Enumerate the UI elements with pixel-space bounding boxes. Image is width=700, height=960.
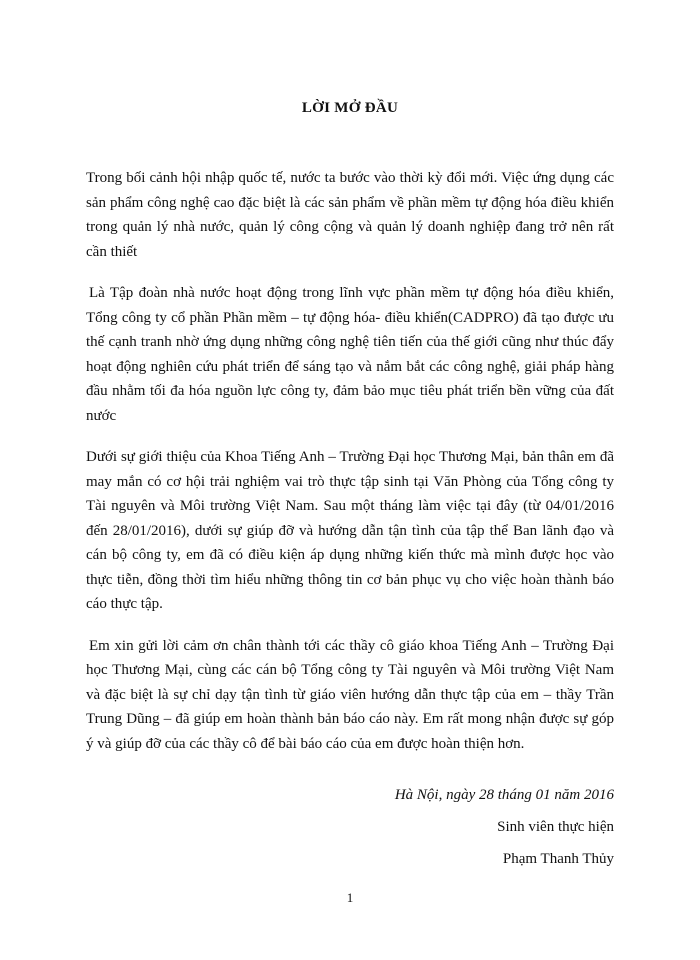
signature-role: Sinh viên thực hiện — [497, 819, 614, 835]
document-body — [86, 166, 614, 773]
signature-name: Phạm Thanh Thủy — [502, 851, 614, 867]
paragraph-context: Trong bối cảnh hội nhập quốc tế, nước ta bước vào thời kỳ đổi mới. Việc ứng dụng các sản phẩm công nghệ cao đặc biệt là các sản phẩm về phần mềm tự động hóa điều khiển trong quản lý nhà nước, quản lý công cộng và quản lý doanh nghiệp đang trở nên rất cần thiết — [86, 170, 614, 260]
page-number: 1 — [346, 890, 354, 905]
signature-place-date: Hà Nội, ngày 28 tháng 01 năm 2016 — [394, 787, 614, 803]
paragraph-internship: Dưới sự giới thiệu của Khoa Tiếng Anh – Trường Đại học Thương Mại, bản thân em đã may mắn có cơ hội trải nghiệm vai trò thực tập sinh tại Văn Phòng của Tổng công ty Tài nguyên và Môi trường Việt Nam. Sau một tháng làm việc tại đây (từ 04/01/2016 đến 28/01/2016), dưới sự giúp đỡ và hướng dẫn tận tình của tập thể Ban lãnh đạo và cán bộ công ty, em đã có điều kiện áp dụng những kiến thức mà mình được học vào thực tiễn, đồng thời tìm hiểu những thông tin cơ bản phục vụ cho việc hoàn thành báo cáo thực tập. — [86, 449, 614, 612]
paragraph-thanks: Em xin gửi lời cảm ơn chân thành tới các thầy cô giáo khoa Tiếng Anh – Trường Đại học Thương Mại, cùng các cán bộ Tổng công ty Tài nguyên và Môi trường Việt Nam và đặc biệt là sự chỉ dạy tận tình từ giáo viên hướng dẫn thực tập của em – thầy Trần Trung Dũng – đã giúp em hoàn thành bản báo cáo này. Em rất mong nhận được sự góp ý và giúp đỡ của các thầy cô để bài báo cáo của em được hoàn thiện hơn. — [86, 637, 614, 752]
paragraph-company: Là Tập đoàn nhà nước hoạt động trong lĩnh vực phần mềm tự động hóa điều khiển, Tổng công ty cổ phần Phần mềm – tự động hóa- điều khiển(CADPRO) đã tạo được ưu thế cạnh tranh nhờ ứng dụng những công nghệ tiên tiến của thế giới cũng như thúc đẩy hoạt động nghiên cứu phát triển để sáng tạo và nắm bắt các công nghệ, giải pháp hàng đầu nhằm tối đa hóa nguồn lực công ty, đảm bảo mục tiêu phát triển bền vững của đất nước — [86, 285, 614, 424]
page-title: LỜI MỞ ĐẦU — [301, 100, 399, 116]
